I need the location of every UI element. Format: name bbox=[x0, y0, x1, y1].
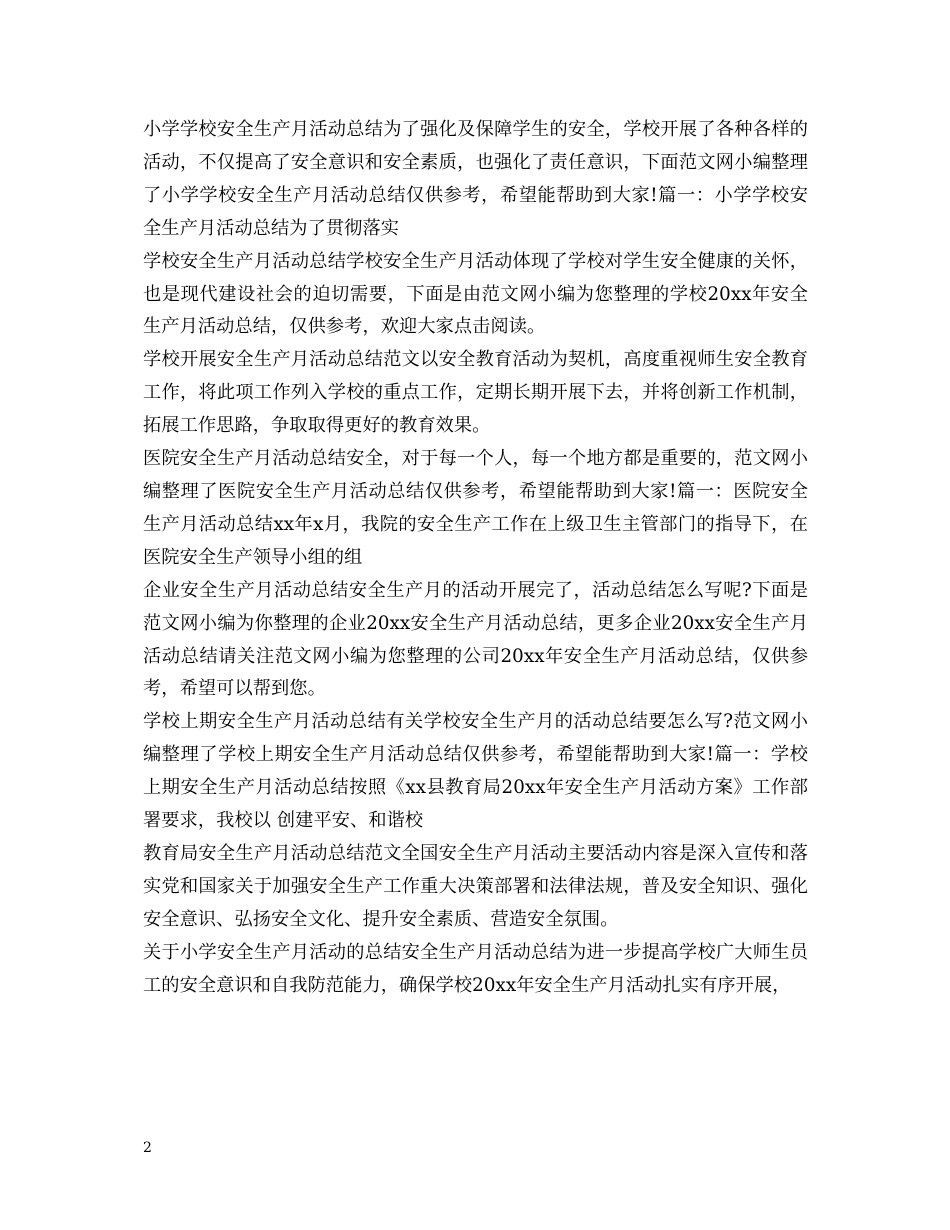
paragraph: 企业安全生产月活动总结安全生产月的活动开展完了，活动总结怎么写呢?下面是范文网小编为你整理的企业20xx安全生产月活动总结，更多企业20xx安全生产月活动总结请关注范文网小编为您整理的公司20xx年安全生产月活动总结，仅供参考，希望可以帮到您。 bbox=[143, 579, 808, 700]
paragraph: 医院安全生产月活动总结安全，对于每一个人，每一个地方都是重要的，范文网小编整理了医院安全生产月活动总结仅供参考，希望能帮助到大家!篇一：医院安全生产月活动总结xx年x月，我院的安全生产工作在上级卫生主管部门的指导下，在医院安全生产领导小组的组 bbox=[143, 448, 808, 568]
paragraph: 学校上期安全生产月活动总结有关学校安全生产月的活动总结要怎么写?范文网小编整理了学校上期安全生产月活动总结仅供参考，希望能帮助到大家!篇一：学校上期安全生产月活动总结按照《xx县教育局20xx年安全生产月活动方案》工作部署要求，我校以 创建平安、和谐校 bbox=[143, 711, 808, 832]
paragraph: 学校安全生产月活动总结学校安全生产月活动体现了学校对学生安全健康的关怀，也是现代建设社会的迫切需要，下面是由范文网小编为您整理的学校20xx年安全生产月活动总结，仅供参考，欢迎大家点击阅读。 bbox=[143, 250, 808, 338]
paragraph: 学校开展安全生产月活动总结范文以安全教育活动为契机，高度重视师生安全教育工作，将此项工作列入学校的重点工作，定期长期开展下去，并将创新工作机制，拓展工作思路，争取取得更好的教育效果。 bbox=[143, 349, 808, 437]
document-body bbox=[143, 114, 808, 1002]
paragraph: 关于小学安全生产月活动的总结安全生产月活动总结为进一步提高学校广大师生员工的安全意识和自我防范能力，确保学校20xx年安全生产月活动扎实有序开展， bbox=[143, 941, 808, 996]
paragraph: 教育局安全生产月活动总结范文全国安全生产月活动主要活动内容是深入宣传和落实党和国家关于加强安全生产工作重大决策部署和法律法规，普及安全知识、强化安全意识、弘扬安全文化、提升安全素质、营造安全氛围。 bbox=[143, 842, 808, 930]
page-number: 2 bbox=[143, 1140, 152, 1156]
paragraph: 小学学校安全生产月活动总结为了强化及保障学生的安全，学校开展了各种各样的活动，不仅提高了安全意识和安全素质，也强化了责任意识，下面范文网小编整理了小学学校安全生产月活动总结仅供参考，希望能帮助到大家!篇一：小学学校安全生产月活动总结为了贯彻落实 bbox=[143, 119, 808, 239]
